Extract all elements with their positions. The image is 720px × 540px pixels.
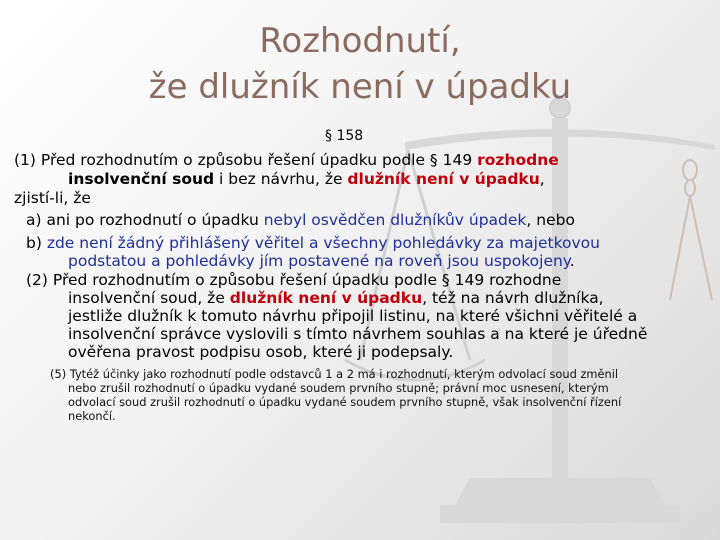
item-a-prefix: a) ani po rozhodnutí o úpadku	[26, 211, 264, 229]
title-line-2: že dlužník není v úpadku	[148, 67, 572, 107]
paragraph-1-comma: ,	[539, 170, 545, 188]
paragraph-5-line-1: (5) Tytéž účinky jako rozhodnutí podle odstavců 1 a 2 má i rozhodnutí, kterým odvolací soud změnil	[50, 367, 619, 381]
paragraph-1-line-3: zjistí-li, že	[14, 189, 91, 207]
paragraph-5-line-2: nebo zrušil rozhodnutí o úpadku vydané soudem prvního stupně; právní moc usnesení, kterým	[68, 381, 609, 395]
paragraph-1-text-d: i bez návrhu, že	[214, 170, 348, 188]
paragraph-2-line-5: ověřena pravost podpisu osob, které ji podepsaly.	[68, 343, 454, 361]
item-b-line-2	[68, 252, 575, 271]
paragraph-2-line-1: (2) Před rozhodnutím o způsobu řešení úpadku podle § 149 rozhodne	[26, 271, 562, 289]
paragraph-1-line-2	[68, 170, 545, 189]
paragraph-1-not-insolvent: dlužník není v úpadku	[347, 170, 540, 188]
item-a	[26, 211, 575, 230]
paragraph-2-line-3: jestliže dlužník k tomuto návrhu připojil listinu, na které všichni věřitelé a	[68, 307, 638, 325]
section-number: § 158	[325, 128, 364, 144]
item-b-highlight-1: zde není žádný přihlášený věřitel a všechny pohledávky za majetkovou	[46, 234, 600, 252]
paragraph-2-not-insolvent: dlužník není v úpadku	[229, 289, 423, 307]
item-b-highlight-2: podstatou a pohledávky jím postavené na roveň jsou uspokojeny	[68, 252, 570, 270]
paragraph-5-line-4: nekončí.	[68, 409, 116, 423]
paragraph-2-text-a: insolvenční soud, že	[68, 289, 230, 307]
item-a-suffix: , nebo	[526, 211, 575, 229]
item-b-suffix: .	[569, 252, 575, 270]
paragraph-2-text-c: , též na návrh dlužníka,	[422, 289, 604, 307]
paragraph-1-line-1	[14, 151, 559, 170]
paragraph-2-line-2	[68, 289, 604, 308]
paragraph-1-number: (1)	[14, 151, 36, 169]
paragraph-1-decide: rozhodne	[477, 151, 559, 169]
item-b-prefix: b)	[26, 234, 47, 252]
slide-title	[0, 18, 720, 110]
item-b-line-1	[26, 234, 600, 253]
paragraph-5-line-3: odvolací soud zrušil rozhodnutí o úpadku vydané soudem prvního stupně, však insolvenční řízení	[68, 395, 622, 409]
item-a-highlight: nebyl osvědčen dlužníkův úpadek	[263, 211, 527, 229]
paragraph-2-line-4: insolvenční správce vyslovili s tímto návrhem souhlas a na které je úředně	[68, 325, 648, 343]
paragraph-1-text-a: Před rozhodnutím o způsobu řešení úpadku podle § 149	[35, 151, 478, 169]
paragraph-1-court: insolvenční soud	[68, 170, 215, 188]
title-line-1: Rozhodnutí,	[259, 21, 461, 61]
